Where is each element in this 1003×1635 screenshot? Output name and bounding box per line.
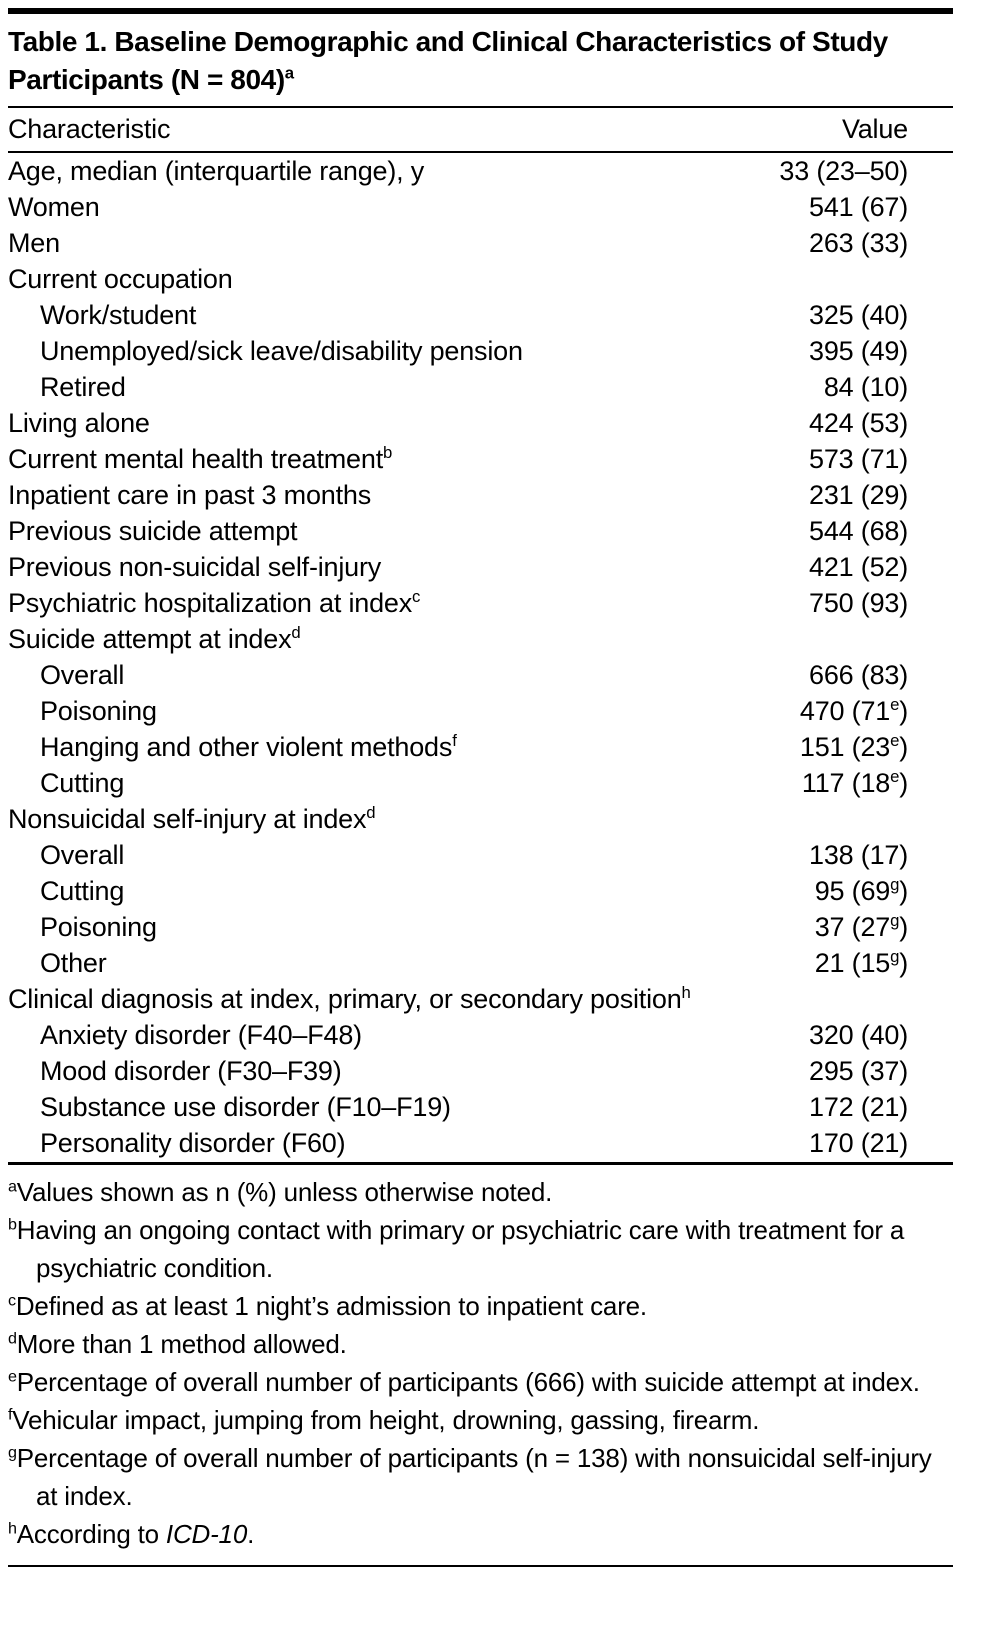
bottom-rule-divider <box>8 1565 953 1567</box>
table-row <box>8 1089 953 1125</box>
row-value: 541 (67) <box>809 192 908 222</box>
footnote-marker: g <box>8 1442 17 1461</box>
row-label: Clinical diagnosis at index, primary, or secondary position$^h$ <box>8 983 691 1014</box>
table-body <box>8 152 953 1161</box>
row-value: 320 (40) <box>809 1020 908 1050</box>
table-row <box>8 441 953 477</box>
footnote-marker: b <box>8 1214 17 1233</box>
table-row <box>8 1125 953 1161</box>
table-row <box>8 873 953 909</box>
footnote: $^h$According to ICD-10. <box>8 1518 255 1549</box>
row-value-superscript: g <box>890 875 900 894</box>
row-label: Mood disorder (F30–F39) <box>40 1056 342 1086</box>
table-row <box>8 405 953 441</box>
row-value: 138 (17) <box>809 840 908 870</box>
row-value: 21 (15$^g$) <box>814 947 908 978</box>
row-label-superscript: d <box>366 803 376 822</box>
row-value <box>481 621 954 657</box>
row-label: Cutting <box>40 876 125 906</box>
row-label: Current mental health treatment$^b$ <box>8 443 393 474</box>
column-header-characteristic: Characteristic <box>8 108 481 152</box>
row-value-superscript: g <box>890 911 900 930</box>
footnote: $^g$Percentage of overall number of participants (n = 138) with nonsuicidal self-injury at index. <box>8 1442 932 1511</box>
table-1 <box>8 8 953 1567</box>
footnote-marker: c <box>8 1290 16 1309</box>
row-value: 231 (29) <box>809 480 908 510</box>
row-value <box>481 261 954 297</box>
row-label: Other <box>40 948 107 978</box>
column-header-value: Value <box>481 108 954 152</box>
footnote-marker: h <box>8 1518 17 1537</box>
footnotes <box>8 1165 953 1561</box>
row-value: 33 (23–50) <box>779 156 908 186</box>
row-value: 421 (52) <box>809 552 908 582</box>
footnote: $^e$Percentage of overall number of participants (666) with suicide attempt at index. <box>8 1366 920 1397</box>
footnote: $^a$Values shown as n (%) unless otherwise noted. <box>8 1176 553 1207</box>
row-label: Men <box>8 228 60 258</box>
footnote-marker: e <box>8 1366 17 1385</box>
row-label: Personality disorder (F60) <box>40 1128 346 1158</box>
row-label-superscript: b <box>383 443 393 462</box>
table-row <box>8 693 953 729</box>
table-row <box>8 333 953 369</box>
row-value: 750 (93) <box>809 588 908 618</box>
row-label: Retired <box>40 372 126 402</box>
row-label: Current occupation <box>8 264 233 294</box>
row-label: Hanging and other violent methods$^f$ <box>40 731 457 762</box>
row-label: Suicide attempt at index$^d$ <box>8 623 301 654</box>
row-label: Psychiatric hospitalization at index$^c$ <box>8 587 421 618</box>
table-row <box>8 621 953 657</box>
footnote: $^b$Having an ongoing contact with primary or psychiatric care with treatment for a psychiatric condition. <box>8 1214 905 1283</box>
row-label: Unemployed/sick leave/disability pension <box>40 336 523 366</box>
table-row <box>8 765 953 801</box>
row-value: 424 (53) <box>809 408 908 438</box>
row-value: 117 (18e) <box>801 767 908 798</box>
row-label: Anxiety disorder (F40–F48) <box>40 1020 362 1050</box>
row-value: 395 (49) <box>809 336 908 366</box>
table-row <box>8 369 953 405</box>
row-value-superscript: e <box>890 695 900 714</box>
row-value: 470 (71e) <box>799 695 908 726</box>
row-value <box>481 801 954 837</box>
characteristics-table <box>8 108 953 1161</box>
table-row <box>8 1053 953 1089</box>
footnote: $^d$More than 1 method allowed. <box>8 1328 347 1359</box>
table-row <box>8 729 953 765</box>
table-row <box>8 585 953 621</box>
top-rule-divider <box>8 8 953 14</box>
table-row <box>8 189 953 225</box>
row-value-superscript: e <box>890 767 900 786</box>
table-row <box>8 549 953 585</box>
row-label-superscript: c <box>412 587 421 606</box>
table-row <box>8 945 953 981</box>
table-title-superscript: a <box>284 63 294 83</box>
row-label: Work/student <box>40 300 197 330</box>
table-row <box>8 909 953 945</box>
table-row <box>8 297 953 333</box>
table-row <box>8 477 953 513</box>
footnote-marker: a <box>8 1176 17 1195</box>
row-value-superscript: g <box>890 947 900 966</box>
row-value: 37 (27$^g$) <box>814 911 908 942</box>
table-row <box>8 837 953 873</box>
table-row <box>8 261 953 297</box>
row-value: 263 (33) <box>809 228 908 258</box>
row-label-superscript: d <box>291 623 301 642</box>
row-label: Living alone <box>8 408 150 438</box>
row-value-superscript: e <box>890 731 900 750</box>
table-row <box>8 152 953 189</box>
row-value: 573 (71) <box>809 444 908 474</box>
footnote-italic-text: ICD-10 <box>165 1518 248 1549</box>
row-value: 151 (23e) <box>799 731 908 762</box>
row-label: Nonsuicidal self-injury at index$^d$ <box>8 803 376 834</box>
footnote: $^c$Defined as at least 1 night’s admission to inpatient care. <box>8 1290 647 1321</box>
row-value: 666 (83) <box>809 660 908 690</box>
row-label: Women <box>8 192 100 222</box>
row-label: Poisoning <box>40 912 157 942</box>
table-title-text: Table 1. Baseline Demographic and Clinical Characteristics of Study Participants (N = 804) <box>8 26 888 95</box>
table-row <box>8 981 953 1017</box>
row-value: 172 (21) <box>809 1092 908 1122</box>
row-value: 170 (21) <box>809 1128 908 1158</box>
footnote-marker: d <box>8 1328 17 1347</box>
table-row <box>8 801 953 837</box>
row-value: 544 (68) <box>809 516 908 546</box>
row-label: Substance use disorder (F10–F19) <box>40 1092 451 1122</box>
table-title <box>8 23 953 99</box>
row-label: Cutting <box>40 768 125 798</box>
header-row <box>8 108 953 152</box>
table-row <box>8 1017 953 1053</box>
table-row <box>8 657 953 693</box>
row-label: Poisoning <box>40 696 157 726</box>
footnote: $^f$Vehicular impact, jumping from height, drowning, gassing, firearm. <box>8 1404 760 1435</box>
row-label: Previous non-suicidal self-injury <box>8 552 382 582</box>
row-label-superscript: h <box>681 983 691 1002</box>
row-label: Age, median (interquartile range), y <box>8 156 425 186</box>
row-value: 84 (10) <box>823 372 908 402</box>
row-label-superscript: f <box>452 731 457 750</box>
row-label: Overall <box>40 840 125 870</box>
row-value: 325 (40) <box>809 300 908 330</box>
table-row <box>8 225 953 261</box>
row-value: 95 (69$^g$) <box>814 875 908 906</box>
row-value: 295 (37) <box>809 1056 908 1086</box>
row-label: Inpatient care in past 3 months <box>8 480 372 510</box>
footnote-marker: f <box>8 1404 13 1423</box>
table-row <box>8 513 953 549</box>
row-label: Overall <box>40 660 125 690</box>
row-label: Previous suicide attempt <box>8 516 298 546</box>
